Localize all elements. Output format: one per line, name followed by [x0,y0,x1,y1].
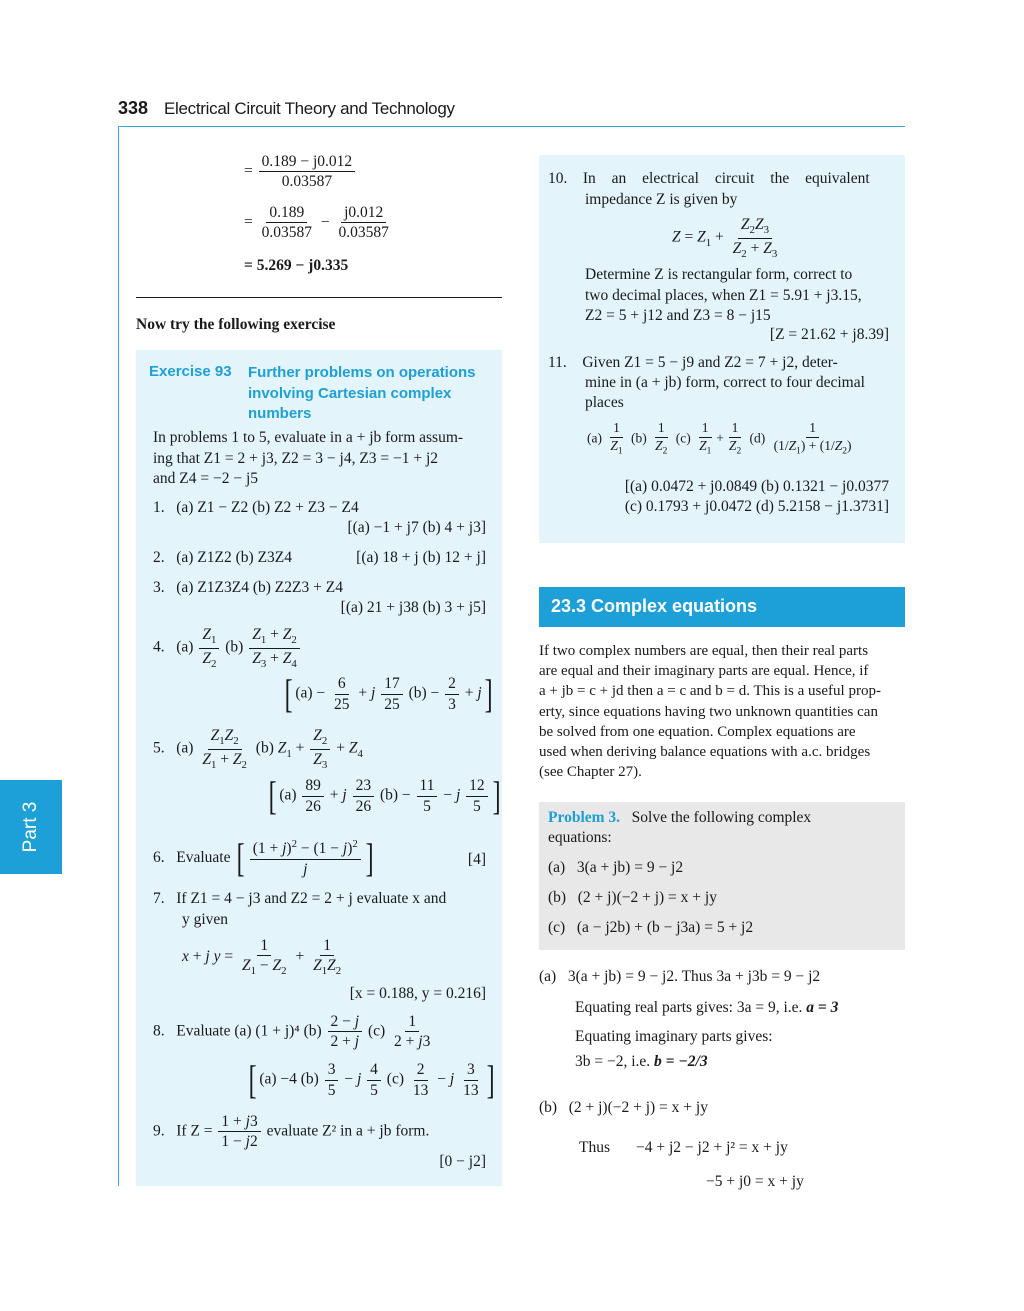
working-line-1: = $\frac{0.189 - j0.012}{0.03587}$ [244,152,357,192]
solution-a-line-3: Equating imaginary parts gives: [575,1028,773,1045]
question-3-text: (a) Z1Z3Z4 (b) Z2Z3 + Z4 [176,579,343,596]
part-tab[interactable] [0,780,62,874]
paragraph-line-7: (see Chapter 27). [539,764,642,781]
question-6: 6. Evaluate [ $\frac{(1 + j)^2 - (1 - j)^2}{j}$ ] [153,835,374,881]
question-4: 4. (a) $\frac{Z_1}{Z_2}$ (b) $\frac{Z_1 + Z_2}{Z_3 + Z_4}$ [153,625,302,671]
problem-text-line-2: equations: [548,829,612,846]
paragraph-line-1: If two complex numbers are equal, then their real parts [539,643,869,659]
question-1-text: (a) Z1 − Z2 (b) Z2 + Z3 − Z4 [176,499,359,516]
working-l2a-numerator: 0.189 [266,203,307,223]
question-9-tail: evaluate Z² in a + jb form. [266,1122,430,1140]
section-heading: 23.3 Complex equations [539,587,905,627]
answer-7: [x = 0.188, y = 0.216] [349,985,486,1002]
question-7-equation: x + j y = $\frac{1}{Z_1 - Z_2}$ + $\frac{1}{Z_1Z_2}$ [182,937,342,978]
answer-5: [ (a) $\frac{89}{26}$ + j $\frac{23}{26}$ (b) − $\frac{11}{5}$ − j $\frac{12}{5}$ ] [268,773,501,818]
exercise-title-line-2: involving Cartesian complex [248,384,452,402]
working-l2b-denominator: 0.03587 [338,224,389,242]
question-5: 5. (a) $\frac{Z_1Z_2}{Z_1 + Z_2}$ (b) $Z_1$ + $\frac{Z_2}{Z_3}$ + $Z_4$ [153,727,363,771]
question-2: 2. (a) Z1Z2 (b) Z3Z4 [153,549,293,566]
solution-b-line-1: (b) (2 + j)(−2 + j) = x + jy [539,1099,708,1116]
problem-part-c: (c) (a − j2b) + (b − j3a) = 5 + j2 [548,919,754,936]
working-l1-numerator: 0.189 − j0.012 [259,152,356,172]
problem-label: Problem 3. [548,809,621,826]
question-1: 1. (a) Z1 − Z2 (b) Z2 + Z3 − Z4 [153,499,359,516]
exercise-label: Exercise 93 [149,363,232,380]
question-9: 9. If Z = $\frac{1 + j3}{1 - j2}$ evaluate Z² in a + jb form. [153,1113,430,1151]
exercise-title-line-1: Further problems on operations [248,364,476,381]
answer-3: [(a) 21 + j38 (b) 3 + j5] [340,599,486,616]
exercise-intro-line-1: In problems 1 to 5, evaluate in a + jb form assum- [153,429,464,446]
question-7-line-1: If Z1 = 4 − j3 and Z2 = 2 + j evaluate x and [176,890,447,907]
question-7-line-2: y given [182,910,229,928]
question-9-label: If Z = [176,1122,213,1140]
answer-8: [ (a) −4 (b) $\frac{3}{5}$ − j $\frac{4}{5}$ (c) $\frac{2}{13}$ − j $\frac{3}{13}$ ] [248,1057,495,1102]
solution-b-line-2: −4 + j2 − j2 + j² = x + jy [636,1139,788,1156]
question-3: 3. (a) Z1Z3Z4 (b) Z2Z3 + Z4 [153,579,343,596]
paragraph-line-2: are equal and their imaginary parts are equal. Hence, if [539,663,869,680]
answer-10: [Z = 21.62 + j8.39] [769,326,889,343]
question-11-line-2: mine in (a + jb) form, correct to four decimal [585,374,865,391]
question-10-line-1: In an electrical circuit the equivalent [582,170,870,187]
paragraph-line-6: used when deriving balance equations with a.c. bridges [539,744,871,761]
exercise-intro [153,428,493,490]
answer-11-line-1: [(a) 0.0472 + j0.0849 (b) 0.1321 − j0.0377 [624,478,889,495]
question-11-parts: (a) $\frac{1}{Z_1}$ (b) $\frac{1}{Z_2}$ (c) $\frac{1}{Z_1}$ + $\frac{1}{Z_2}$ (d) $\frac{1}{(1/Z_1) + (1/Z_2)}$ [587,420,852,457]
exercise-title [248,363,476,425]
question-6-label: Evaluate [176,849,231,867]
question-10-formula: $Z = Z_1$ + $\frac{Z_2Z_3}{Z_2 + Z_3}$ [672,216,778,260]
solution-b-line-1-text: (2 + j)(−2 + j) = x + jy [568,1099,708,1116]
solution-b-value: b = −2/3 [654,1053,708,1070]
solution-b-thus: Thus [579,1139,610,1156]
now-try-heading: Now try the following exercise [136,316,336,333]
answer-6: [4] [467,851,486,868]
exercise-intro-line-3: and Z4 = −2 − j5 [153,470,259,487]
working-l2b-numerator: j0.012 [341,203,386,223]
page-number: 338 [118,98,149,118]
problem-heading [548,809,811,827]
solution-a-line-2-text: Equating real parts gives: 3a = 9, i.e. [575,999,803,1016]
question-10: 10. In an electrical circuit the equivalent impedance Z is given by [548,169,870,210]
exercise-title-line-3: numbers [248,405,312,422]
running-title: Electrical Circuit Theory and Technology [164,99,455,118]
question-7: 7. If Z1 = 4 − j3 and Z2 = 2 + j evaluate x and y given [153,889,446,930]
solution-a-line-4-text: 3b = −2, i.e. [575,1053,651,1070]
question-11-line-3: places [585,394,624,411]
answer-9: [0 − j2] [439,1153,486,1170]
question-8-label: Evaluate (a) (1 + j)⁴ (b) [176,1022,322,1040]
question-10-line-2: impedance Z is given by [585,190,738,208]
solution-a-line-1: (a) 3(a + jb) = 9 − j2. Thus 3a + j3b = 9 − j2 [539,968,821,985]
paragraph-line-4: erty, since equations having two unknown quantities can [539,703,878,720]
header-rule [118,126,905,127]
section-paragraph [539,641,905,782]
answer-11-line-2: (c) 0.1793 + j0.0472 (d) 5.2158 − j1.3731] [624,498,889,515]
question-8: 8. Evaluate (a) (1 + j)⁴ (b) $\frac{2 - j}{2 + j}$ (c) $\frac{1}{2 + j3}$ [153,1013,431,1051]
question-10-line-5: Z2 = 5 + j12 and Z3 = 8 − j15 [585,307,771,324]
answer-2: [(a) 18 + j (b) 12 + j] [356,549,486,566]
problem-part-a: (a) 3(a + jb) = 9 − j2 [548,859,684,876]
problem-part-b-text: (2 + j)(−2 + j) = x + jy [577,889,717,906]
answer-1: [(a) −1 + j7 (b) 4 + j3] [347,519,486,536]
left-margin-rule [118,126,119,1186]
question-11: 11. Given Z1 = 5 − j9 and Z2 = 7 + j2, deter- mine in (a + jb) form, correct to four decimal places [548,354,865,411]
problem-text-line-1: Solve the following complex [631,809,812,826]
paragraph-line-3: a + jb = c + jd then a = c and b = d. This is a useful prop- [539,683,881,700]
question-10-line-3: Determine Z is rectangular form, correct to [585,266,853,283]
answer-4: [ (a) − $\frac{6}{25}$ + j $\frac{17}{25}$ (b) − $\frac{2}{3}$ + j] [284,671,493,716]
problem-part-b: (b) (2 + j)(−2 + j) = x + jy [548,889,717,906]
section-rule [136,297,502,298]
working-result: = 5.269 − j0.335 [244,257,349,274]
problem-part-a-text: 3(a + jb) = 9 − j2 [576,859,684,876]
question-10-line-4: two decimal places, when Z1 = 5.91 + j3.15, [585,286,862,304]
question-10-body [585,265,862,327]
exercise-intro-line-2: ing that Z1 = 2 + j3, Z2 = 3 − j4, Z3 = −1 + j2 [153,449,439,467]
question-11-line-1: Given Z1 = 5 − j9 and Z2 = 7 + j2, deter- [582,354,838,371]
working-l2a-denominator: 0.03587 [261,224,312,242]
working-l1-denominator: 0.03587 [281,173,333,191]
solution-a-line-1-text: 3(a + jb) = 9 − j2. Thus 3a + j3b = 9 − j2 [567,968,821,985]
working-line-2: = $\frac{0.189}{0.03587}$ − $\frac{j0.012}{0.03587}$ [244,203,394,243]
paragraph-line-5: be solved from one equation. Complex equations are [539,723,856,740]
solution-b-line-3: −5 + j0 = x + jy [706,1173,804,1190]
question-2-text: (a) Z1Z2 (b) Z3Z4 [176,549,293,566]
solution-a-value: a = 3 [806,999,839,1016]
part-tab-label: Part 3 [20,801,41,853]
problem-part-c-text: (a − j2b) + (b − j3a) = 5 + j2 [576,919,754,936]
solution-a-line-4 [575,1053,708,1071]
solution-a-line-2 [575,999,838,1017]
